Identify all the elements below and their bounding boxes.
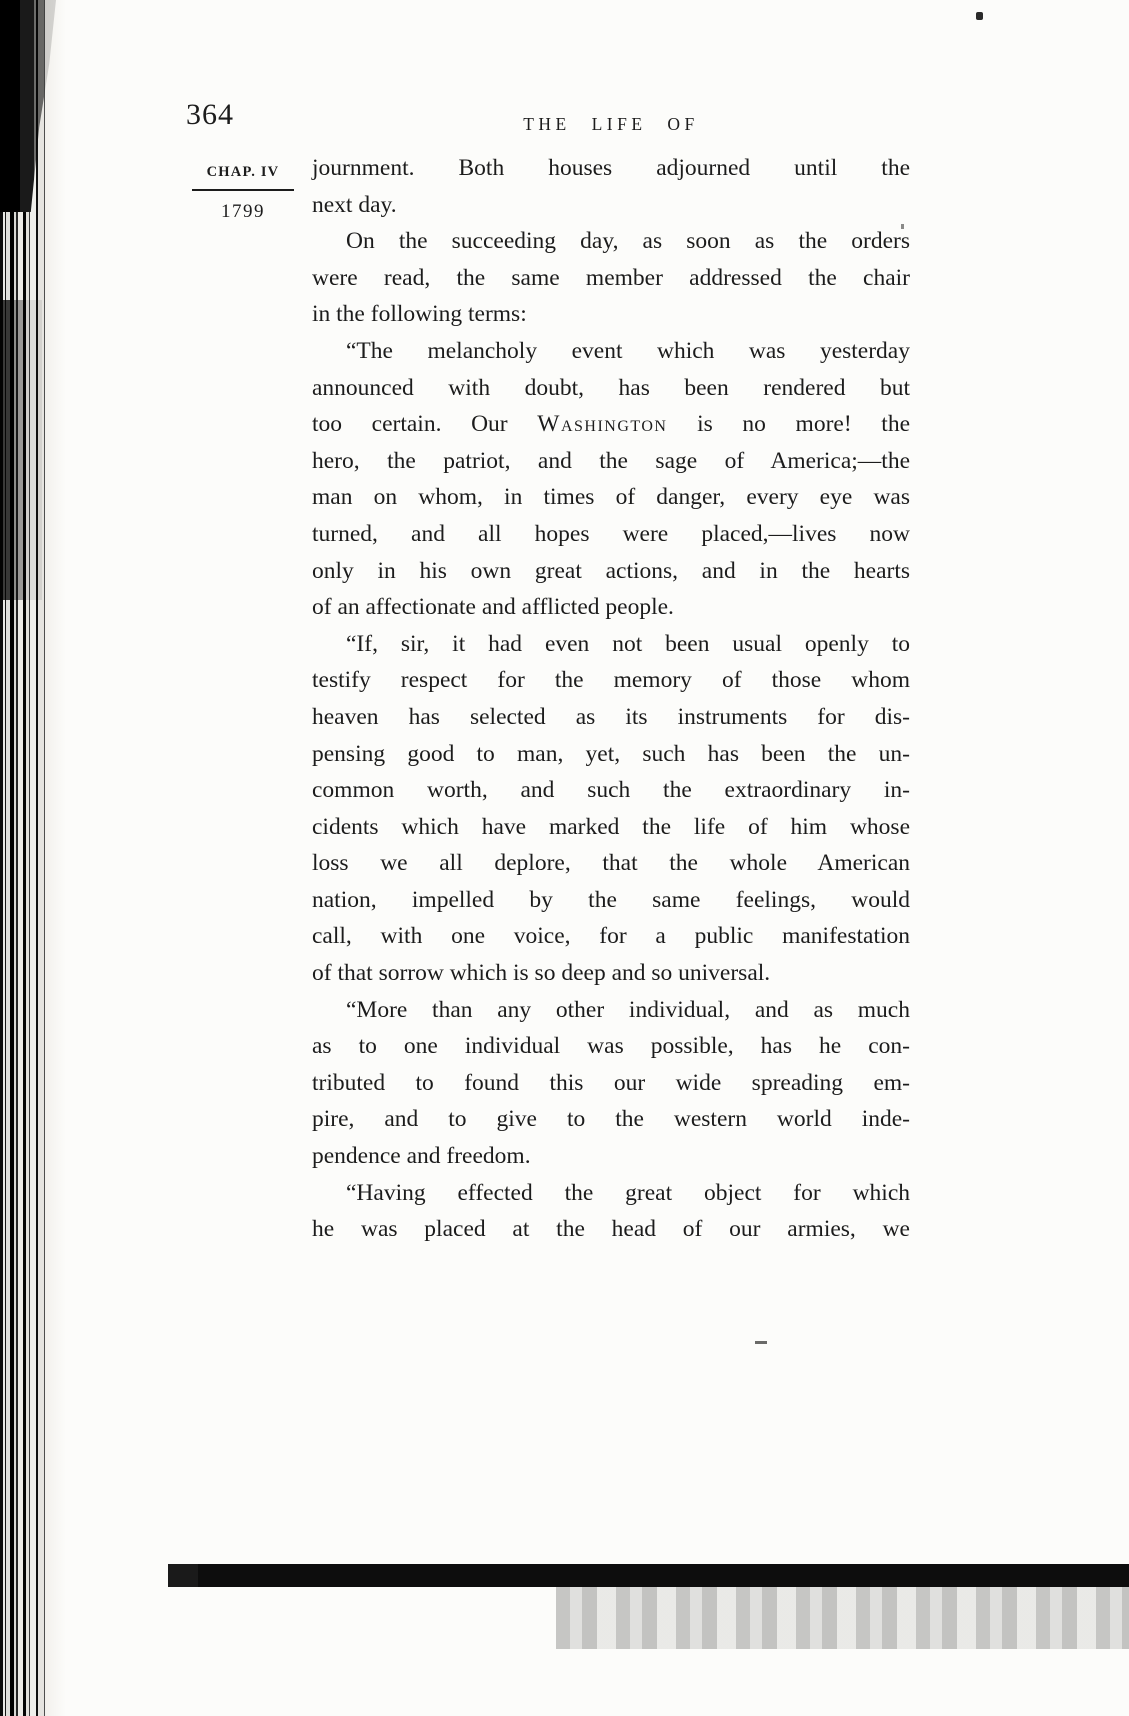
text-line: he was placed at the head of our armies, we [312,1216,910,1243]
text-line: only in his own great actions, and in the hearts [312,557,910,584]
text-line: testify respect for the memory of those whom [312,667,910,694]
scan-bottom-bar [168,1564,1129,1587]
text-line: pendence and freedom. [312,1143,531,1170]
text-line: “Having effected the great object for which [346,1179,910,1206]
scan-speck [976,12,983,20]
page-number: 364 [186,98,234,131]
scan-bottom-smudge [556,1587,1129,1649]
binding-scan-artifact [0,0,78,1716]
text-line: journment. Both houses adjourned until the [312,155,910,181]
text-line: turned, and all hopes were placed,—lives now [312,520,910,547]
text-line: as to one individual was possible, has he con- [312,1033,910,1060]
text-line: loss we all deplore, that the whole American [312,850,910,877]
small-caps-name: Washington [537,411,668,438]
text-line: tributed to found this our wide spreading em- [312,1069,910,1096]
text-line: pensing good to man, yet, such has been the un- [312,740,910,767]
margin-notes [192,164,294,223]
text-line: heaven has selected as its instruments for dis- [312,703,910,730]
text-line: man on whom, in times of danger, every eye was [312,484,910,511]
text-line: of an affectionate and afflicted people. [312,594,674,621]
text-line: On the succeeding day, as soon as the orders [346,228,910,255]
text-line: nation, impelled by the same feelings, would [312,886,910,913]
text-line: “If, sir, it had even not been usual openly to [346,630,910,657]
text-line: too certain. Our Washington is no more! the [312,411,910,438]
text-line: “More than any other individual, and as much [346,996,910,1023]
year-label: 1799 [221,201,265,222]
text-line: call, with one voice, for a public manifestation [312,923,910,950]
text-line: pire, and to give to the western world inde- [312,1106,910,1133]
text-line: next day. [312,191,397,218]
chapter-label: CHAP. IV [206,164,280,180]
binding-dark-smudge [0,300,42,600]
text-line: “The melancholy event which was yesterday [346,337,910,364]
running-title: THE LIFE OF [523,114,699,134]
text-line: of that sorrow which is so deep and so universal. [312,960,771,987]
text-line: announced with doubt, has been rendered but [312,374,910,401]
text-line: cidents which have marked the life of him whose [312,813,910,840]
body-text [312,150,910,1248]
margin-rule [192,189,294,191]
scan-stray-mark [755,1341,767,1344]
text-line: common worth, and such the extraordinary in- [312,777,910,804]
text-line: hero, the patriot, and the sage of America;—the [312,447,910,474]
text-line: were read, the same member addressed the chair [312,264,910,291]
text-line: in the following terms: [312,301,527,328]
